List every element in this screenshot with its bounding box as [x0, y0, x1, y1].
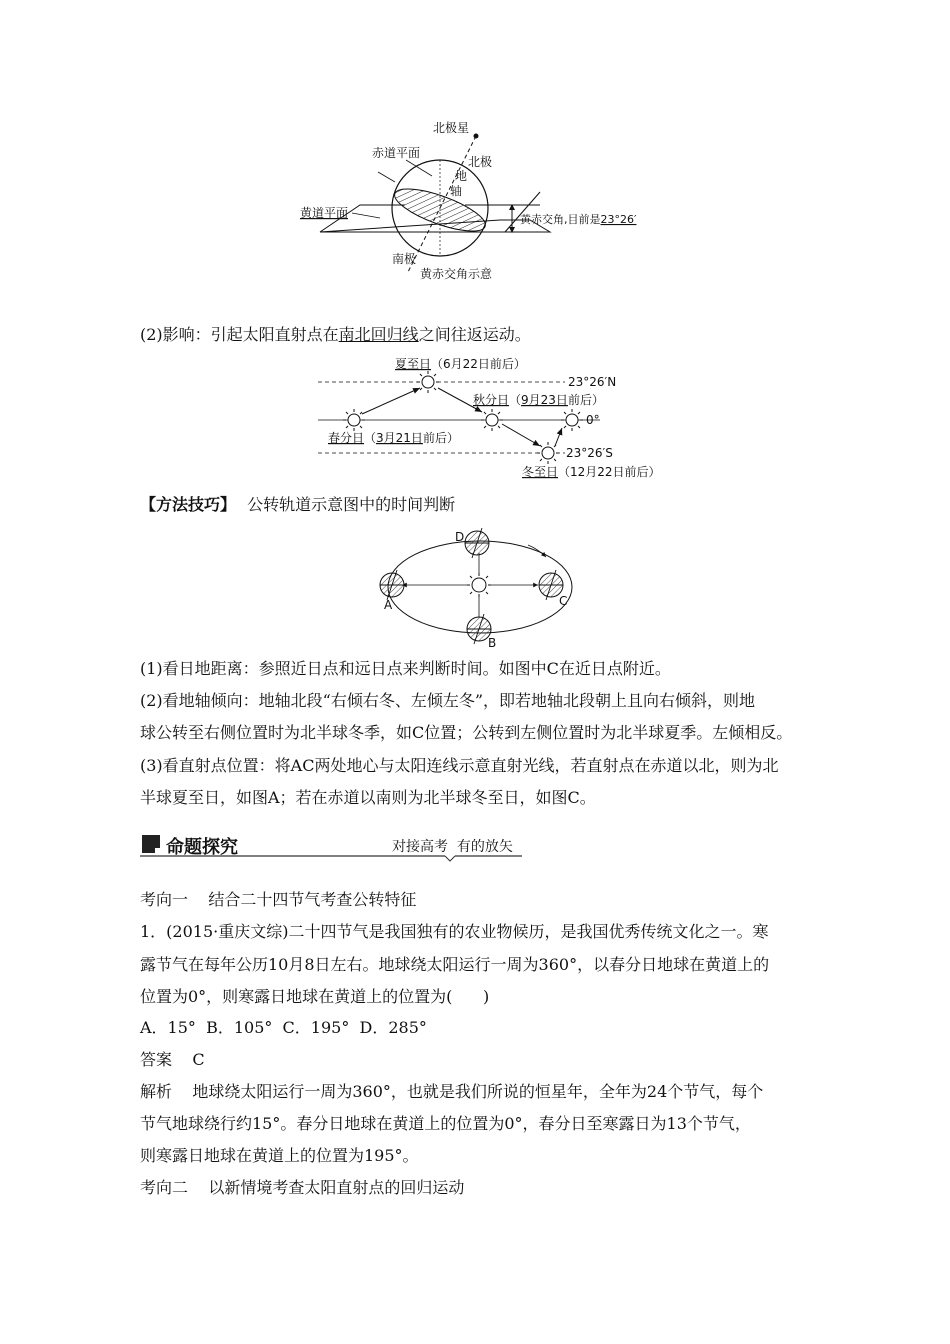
north-pole-label: 北极	[468, 155, 493, 169]
south-pole-label: 南极	[392, 252, 417, 266]
equator-plane-label: 赤道平面	[372, 146, 421, 160]
label-c: C	[559, 594, 568, 608]
section-subtitle: 对接高考 有的放矢	[392, 839, 513, 855]
question-line: 露节气在每年公历10月8日左右。地球绕太阳运行一周为360°，以春分日地球在黄道上的	[140, 955, 770, 974]
axis-label-2: 轴	[450, 184, 463, 198]
question-line: 1．(2015·重庆文综)二十四节气是我国独有的农业物候历，是我国优秀传统文化之一。寒	[140, 922, 769, 941]
axis-label-1: 地	[455, 169, 468, 183]
obliquity-label: 黄赤交角,目前是23°26′	[520, 213, 637, 226]
paragraph-line: 球公转至右侧位置时为北半球冬季，如C位置；公转到左侧位置时为北半球夏季。左倾相反。	[140, 723, 793, 742]
influence-prefix: (2)影响：引起太阳直射点在	[140, 325, 339, 344]
method-label: 【方法技巧】	[140, 495, 237, 514]
sun-icon	[537, 442, 559, 464]
answer-line: 答案 C	[140, 1050, 205, 1069]
lat-south-label: 23°26′S	[566, 446, 613, 460]
paragraph-line: (2)看地轴倾向：地轴北段“右倾右冬、左倾左冬”，即若地轴北段朝上且向右倾斜，则地	[140, 691, 756, 710]
lat-north-label: 23°26′N	[568, 375, 617, 389]
question-line: 位置为0°，则寒露日地球在黄道上的位置为( )	[140, 987, 490, 1006]
section-rule	[140, 854, 522, 862]
orbit-diagram	[370, 525, 580, 650]
influence-paragraph	[140, 325, 531, 345]
summer-solstice-label: 夏至日（6月22日前后）	[395, 357, 526, 371]
section-title: 命题探究	[166, 837, 238, 858]
zero-lat-label: 0°	[586, 413, 600, 427]
spring-equinox-label: 春分日（3月21日前后）	[328, 431, 459, 445]
method-title: 公转轨道示意图中的时间判断	[247, 495, 456, 514]
obliquity-diagram	[290, 120, 670, 290]
analysis-line: 解析 地球绕太阳运行一周为360°，也就是我们所说的恒星年，全年为24个节气，每个	[140, 1082, 764, 1101]
winter-solstice-label: 冬至日（12月22日前后）	[522, 465, 661, 479]
earth-d	[465, 528, 489, 558]
polaris-label: 北极星	[433, 121, 470, 135]
label-b: B	[488, 636, 497, 650]
autumn-equinox-label: 秋分日（9月23日前后）	[473, 393, 604, 407]
sun-icon	[467, 573, 491, 597]
influence-term: 南北回归线	[338, 325, 419, 344]
paragraph-line: (3)看直射点位置：将AC两处地心与太阳连线示意直射光线，若直射点在赤道以北，则为北	[140, 756, 779, 775]
earth-a	[380, 570, 404, 600]
paragraph-line: (1)看日地距离：参照近日点和远日点来判断时间。如图中C在近日点附近。	[140, 659, 671, 678]
influence-suffix: 之间往返运动。	[418, 325, 531, 344]
section-header	[140, 830, 522, 860]
diagram-caption: 黄赤交角示意	[420, 267, 493, 281]
method-heading	[140, 495, 455, 515]
paragraph-line: 半球夏至日，如图A；若在赤道以南则为北半球冬至日，如图C。	[140, 788, 596, 807]
label-a: A	[384, 598, 393, 612]
direction-two: 考向二 以新情境考查太阳直射点的回归运动	[140, 1178, 465, 1197]
analysis-line: 节气地球绕行约15°。春分日地球在黄道上的位置为0°，春分日至寒露日为13个节气，	[140, 1114, 751, 1133]
question-options: A．15° B．105° C．195° D．285°	[140, 1018, 427, 1037]
direction-one: 考向一 结合二十四节气考查公转特征	[140, 890, 417, 909]
ecliptic-plane-label: 黄道平面	[300, 206, 349, 220]
subsolar-migration-diagram	[310, 352, 661, 482]
analysis-line: 则寒露日地球在黄道上的位置为195°。	[140, 1146, 419, 1165]
sun-icon	[417, 371, 439, 393]
label-d: D	[455, 530, 465, 544]
